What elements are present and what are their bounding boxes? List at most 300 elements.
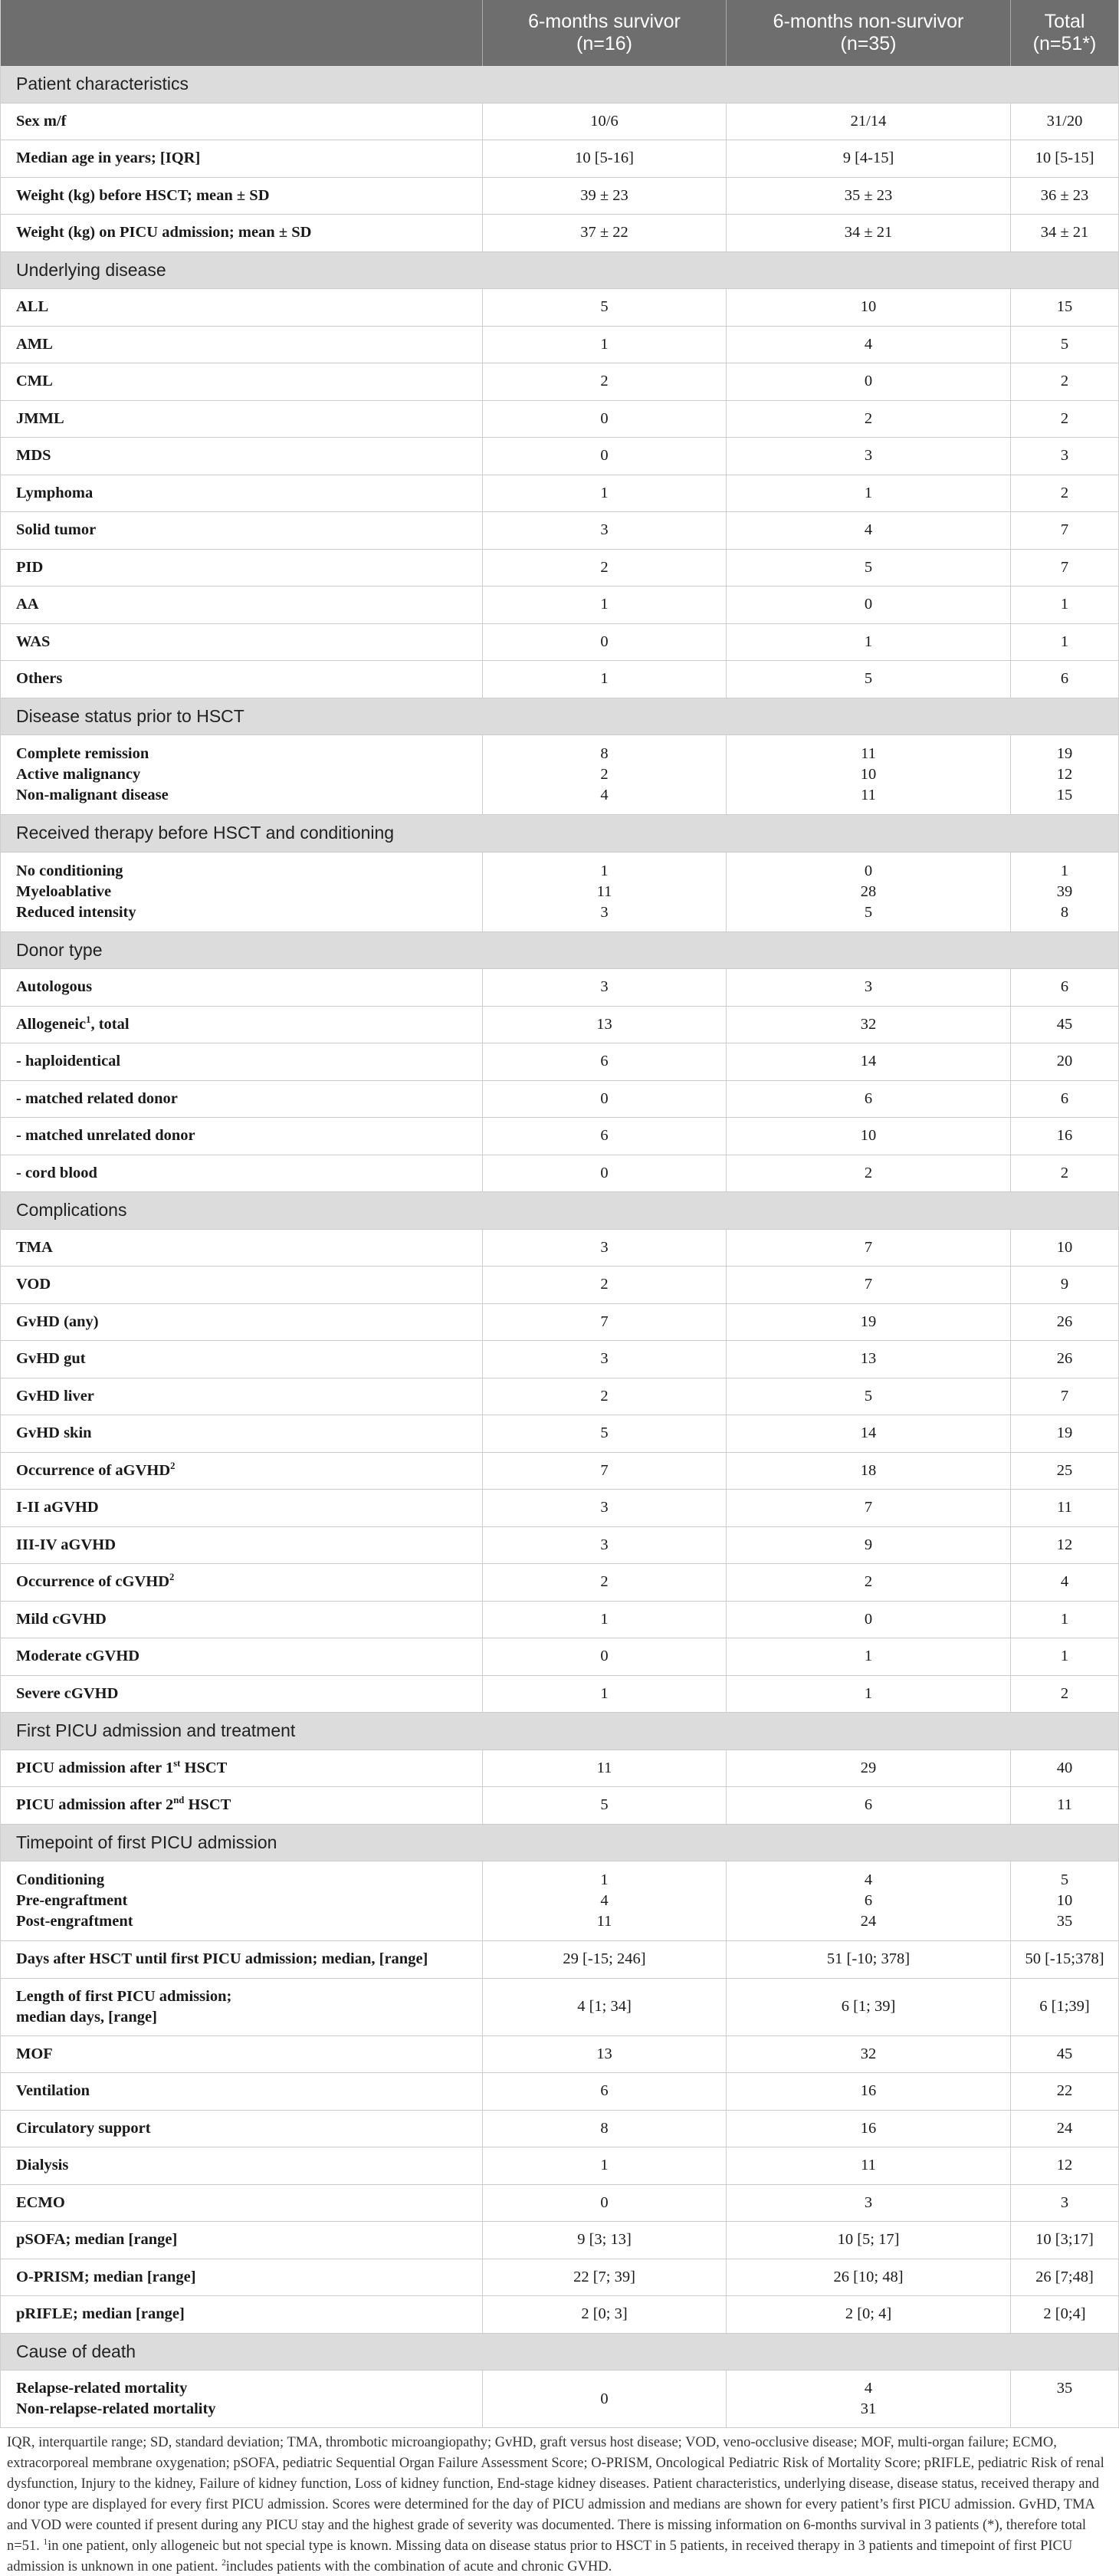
row-label: Length of first PICU admission; <box>16 1987 232 2005</box>
value-cell-survivor <box>482 2147 726 2184</box>
value-cell-non-survivor <box>726 735 1010 814</box>
row-label <box>16 632 50 652</box>
section-header <box>1 1825 1118 1862</box>
row-label-cell <box>1 1787 482 1824</box>
value-cell-survivor <box>482 1490 726 1526</box>
value-cell-total <box>1010 1118 1118 1155</box>
value-non-survivor: 5 <box>864 558 873 576</box>
row-label-text: AA <box>16 596 39 613</box>
value-cell-non-survivor <box>726 1490 1010 1526</box>
table-row <box>1 1304 1118 1342</box>
value-cell-non-survivor <box>726 853 1010 932</box>
row-label-cell <box>1 2296 482 2333</box>
row-label: Post-engraftment <box>16 1913 133 1930</box>
value-cell-total <box>1010 140 1118 177</box>
row-label-text: Occurrence of cGVHD <box>16 1573 169 1591</box>
value-cell-non-survivor <box>726 1230 1010 1267</box>
value-cell-total <box>1010 2111 1118 2147</box>
value-non-survivor: 9 <box>864 1536 873 1553</box>
value-cell-survivor <box>482 475 726 512</box>
table-row <box>1 215 1118 252</box>
value-survivor: 0 <box>600 409 609 427</box>
row-label-text: Lymphoma <box>16 484 94 501</box>
value-cell-survivor <box>482 1043 726 1080</box>
value-cell-non-survivor <box>726 1341 1010 1378</box>
row-label: Pre-engraftment <box>16 1892 128 1909</box>
table-row <box>1 1155 1118 1193</box>
row-label-text: Occurrence of aGVHD <box>16 1461 171 1479</box>
value-non-survivor: 10 <box>860 298 877 316</box>
value-total: 5 <box>1060 1871 1069 1888</box>
value-cell-survivor <box>482 661 726 698</box>
row-label-cell <box>1 1564 482 1601</box>
value-cell-total <box>1010 550 1118 586</box>
value-cell-non-survivor <box>726 178 1010 215</box>
value-survivor: 1 <box>600 1871 609 1888</box>
value-total: 5 <box>1060 335 1069 353</box>
value-cell-survivor <box>482 512 726 549</box>
value-survivor: 10 [5-16] <box>575 150 634 167</box>
value-survivor: 1 <box>600 670 609 688</box>
table-row <box>1 1118 1118 1155</box>
row-label-cell <box>1 2036 482 2073</box>
value-survivor: 0 <box>600 1164 609 1181</box>
value-total: 24 <box>1056 2119 1073 2137</box>
value-total: 1 <box>1060 632 1069 650</box>
value-cell-survivor <box>482 1118 726 1155</box>
row-label-text: III-IV aGVHD <box>16 1536 116 1553</box>
value-non-survivor: 13 <box>860 1350 877 1368</box>
value-cell-survivor <box>482 853 726 932</box>
row-label <box>16 297 48 317</box>
table-row <box>1 735 1118 815</box>
table-row <box>1 438 1118 475</box>
table-row <box>1 289 1118 327</box>
value-survivor: 1 <box>600 484 609 501</box>
value-total: 45 <box>1056 1015 1073 1033</box>
header-cell-non-survivor <box>726 0 1010 66</box>
value-cell-total <box>1010 624 1118 661</box>
table-row <box>1 1378 1118 1416</box>
value-non-survivor: 4 <box>864 335 873 353</box>
value-cell-total <box>1010 1155 1118 1192</box>
value-cell-total <box>1010 2371 1118 2427</box>
value-non-survivor: 1 <box>864 632 873 650</box>
value-cell-non-survivor <box>726 2111 1010 2147</box>
value-cell-total <box>1010 2296 1118 2333</box>
value-cell-survivor <box>482 2259 726 2296</box>
section-title: Donor type <box>16 939 103 960</box>
value-spacer <box>1062 2399 1066 2420</box>
row-label: Conditioning <box>16 1871 105 1888</box>
value-cell-non-survivor <box>726 1787 1010 1824</box>
section-header <box>1 1192 1118 1230</box>
value-cell-non-survivor <box>726 438 1010 475</box>
table-row <box>1 586 1118 624</box>
table-row <box>1 550 1118 587</box>
value-survivor: 4 [1; 34] <box>577 1998 632 2015</box>
row-label-cell <box>1 2073 482 2110</box>
row-label <box>16 1646 139 1667</box>
row-label <box>16 2304 185 2325</box>
table-row <box>1 363 1118 401</box>
value-non-survivor: 2 <box>864 1164 873 1181</box>
table-row <box>1 1415 1118 1453</box>
row-label-cell <box>1 1415 482 1452</box>
value-non-survivor: 3 <box>864 447 873 465</box>
table-row <box>1 2147 1118 2185</box>
value-cell-survivor <box>482 2036 726 2073</box>
value-non-survivor: 9 [4-15] <box>842 150 894 167</box>
row-label-cell <box>1 2259 482 2296</box>
row-label-text: Days after HSCT until first PICU admission; median, [range] <box>16 1950 428 1968</box>
row-label <box>16 483 93 504</box>
value-survivor: 0 <box>600 1089 609 1107</box>
row-label-cell <box>1 1007 482 1043</box>
row-label-cell <box>1 1490 482 1526</box>
table-row <box>1 1941 1118 1979</box>
header-total-count: (n=51*) <box>1032 33 1097 54</box>
value-cell-survivor <box>482 363 726 400</box>
value-cell-non-survivor <box>726 1155 1010 1192</box>
value-cell-survivor <box>482 1453 726 1490</box>
row-label <box>16 1497 99 1518</box>
value-survivor: 3 <box>600 1238 609 1256</box>
value-non-survivor: 7 <box>864 1238 873 1256</box>
value-survivor: 2 <box>600 558 609 576</box>
value-cell-non-survivor <box>726 2036 1010 2073</box>
row-label: Complete remission <box>16 745 149 762</box>
row-label <box>16 186 270 206</box>
value-non-survivor: 11 <box>861 2157 876 2174</box>
row-label-text: Moderate cGVHD <box>16 1648 140 1665</box>
row-label <box>16 2229 177 2250</box>
row-label-text: PICU admission after 1 <box>16 1759 174 1776</box>
value-cell-total <box>1010 1453 1118 1490</box>
section-title: First PICU admission and treatment <box>16 1720 296 1741</box>
value-total: 10 <box>1056 1892 1073 1909</box>
table-row <box>1 2185 1118 2223</box>
value-cell-total <box>1010 1043 1118 1080</box>
footnote-text: IQR, interquartile range; SD, standard deviation; TMA, thrombotic microangiopathy; GvHD, graft versus host disease; VOD, veno-occlusive disease; MOF, multi-organ failure; ECMO, extracorporeal membrane oxygenation; pSOFA, pediatric Sequential Organ Failure Assessment Score; O-PRISM, Oncological Pediatric Risk of Mortality Score; pRIFLE, pediatric Risk of renal dysfunction, Injury to the kidney, Failure of kidney function, Loss of kidney function, End-stage kidney diseases. Patient characteristics, underlying disease, disease status, received therapy and donor type are displayed for every first PICU admission. Scores were determined for the day of PICU admission and medians are shown for every patient’s first PICU admission. GvHD, TMA and VOD were counted if present during any PICU stay and the highest grade of severity was documented. There is missing information on 6-months survival in 3 patients (*), therefore total n=51. <box>7 2435 1104 2554</box>
value-cell-survivor <box>482 438 726 475</box>
table-row <box>1 1230 1118 1267</box>
table-row <box>1 1861 1118 1941</box>
row-label-text: PID <box>16 558 44 576</box>
value-survivor: 2 <box>600 1387 609 1405</box>
value-cell-survivor <box>482 1081 726 1118</box>
value-total: 4 <box>1060 1573 1069 1591</box>
value-non-survivor: 1 <box>864 1684 873 1702</box>
row-label <box>16 445 51 466</box>
table-row <box>1 661 1118 698</box>
value-total: 35 <box>1056 1913 1073 1930</box>
value-cell-survivor <box>482 1564 726 1601</box>
value-cell-non-survivor <box>726 1750 1010 1787</box>
value-cell-non-survivor <box>726 1267 1010 1303</box>
row-label-cell <box>1 2185 482 2222</box>
value-non-survivor: 6 [1; 39] <box>841 1998 896 2015</box>
row-label-cell <box>1 2222 482 2259</box>
value-total: 12 <box>1056 2157 1073 2174</box>
value-cell-non-survivor <box>726 1979 1010 2036</box>
value-total: 12 <box>1056 1536 1073 1553</box>
table-row <box>1 1453 1118 1490</box>
value-total: 31/20 <box>1046 112 1083 130</box>
row-label-text: Circulatory support <box>16 2119 151 2137</box>
value-total: 7 <box>1060 558 1069 576</box>
value-survivor: 11 <box>596 1913 612 1930</box>
table-row <box>1 1043 1118 1081</box>
table-row <box>1 1750 1118 1788</box>
value-cell-non-survivor <box>726 2259 1010 2296</box>
value-survivor: 5 <box>600 1424 609 1442</box>
row-label: median days, [range] <box>16 2008 157 2026</box>
row-label-text: - matched related donor <box>16 1089 178 1107</box>
value-non-survivor: 32 <box>860 1015 877 1033</box>
table-header <box>1 0 1118 66</box>
row-label <box>16 1460 176 1481</box>
footnote-superscript: nd <box>173 1795 185 1806</box>
value-non-survivor: 18 <box>860 1461 877 1479</box>
row-label <box>16 1237 53 1258</box>
value-total: 25 <box>1056 1461 1073 1479</box>
value-cell-total <box>1010 853 1118 932</box>
value-non-survivor: 3 <box>864 978 873 996</box>
value-cell-survivor <box>482 1941 726 1978</box>
row-label-cell <box>1 475 482 512</box>
value-survivor: 5 <box>600 298 609 316</box>
row-label <box>16 1572 174 1592</box>
value-cell-survivor <box>482 1602 726 1638</box>
value-survivor: 3 <box>600 978 609 996</box>
row-label-cell <box>1 1155 482 1192</box>
table-row <box>1 178 1118 215</box>
row-label-cell <box>1 1081 482 1118</box>
row-label-text: - cord blood <box>16 1164 97 1181</box>
value-total: 36 ± 23 <box>1040 186 1089 204</box>
row-label-cell <box>1 1861 482 1940</box>
value-cell-non-survivor <box>726 1118 1010 1155</box>
table-row <box>1 2036 1118 2074</box>
value-total: 6 <box>1060 978 1069 996</box>
value-survivor: 5 <box>600 1796 609 1814</box>
value-cell-non-survivor <box>726 140 1010 177</box>
value-cell-non-survivor <box>726 1081 1010 1118</box>
table-row <box>1 1676 1118 1714</box>
value-cell-survivor <box>482 289 726 326</box>
footnote-text: in one patient, only allogeneic but not special type is known. Missing data on disease status prior to HSCT in 5 patients, in received therapy in 3 patients and timepoint of first PICU admission is unknown in one patient. <box>7 2538 1073 2574</box>
row-label <box>16 1423 92 1444</box>
value-total: 40 <box>1056 1759 1073 1776</box>
row-label <box>16 334 53 355</box>
table-row <box>1 1602 1118 1639</box>
row-label-cell <box>1 104 482 140</box>
section-title: Underlying disease <box>16 259 166 280</box>
value-total: 2 <box>1060 1684 1069 1702</box>
table-row <box>1 1979 1118 2036</box>
table-row <box>1 401 1118 439</box>
row-label <box>16 2193 65 2213</box>
value-cell-non-survivor <box>726 2073 1010 2110</box>
row-label <box>16 1386 94 1407</box>
value-non-survivor: 16 <box>860 2082 877 2100</box>
row-label-text: GvHD gut <box>16 1350 86 1368</box>
value-non-survivor: 21/14 <box>850 112 887 130</box>
row-label-cell <box>1 140 482 177</box>
value-survivor: 3 <box>600 1350 609 1368</box>
footnote-superscript: 2 <box>169 1572 175 1583</box>
table-row <box>1 512 1118 550</box>
value-cell-survivor <box>482 2073 726 2110</box>
section-header <box>1 932 1118 970</box>
row-label-cell <box>1 178 482 215</box>
row-label <box>16 1274 51 1295</box>
value-cell-survivor <box>482 2296 726 2333</box>
row-label-cell <box>1 1602 482 1638</box>
value-cell-total <box>1010 1415 1118 1452</box>
row-label-text: WAS <box>16 632 51 650</box>
header-total-title: Total <box>1044 11 1085 32</box>
value-cell-total <box>1010 1304 1118 1341</box>
value-cell-survivor <box>482 2111 726 2147</box>
value-cell-total <box>1010 104 1118 140</box>
value-cell-non-survivor <box>726 1378 1010 1415</box>
value-cell-total <box>1010 2036 1118 2073</box>
value-cell-total <box>1010 512 1118 549</box>
value-non-survivor: 5 <box>864 670 873 688</box>
value-cell-survivor <box>482 624 726 661</box>
value-cell-non-survivor <box>726 1861 1010 1940</box>
row-label-text: Weight (kg) on PICU admission; mean ± SD <box>16 224 312 242</box>
value-cell-total <box>1010 178 1118 215</box>
row-label-text: Sex m/f <box>16 112 67 130</box>
section-title: Complications <box>16 1200 127 1221</box>
row-label-cell <box>1 1118 482 1155</box>
section-title: Disease status prior to HSCT <box>16 705 244 726</box>
value-survivor: 2 <box>600 1276 609 1293</box>
row-label: Reduced intensity <box>16 903 136 921</box>
value-total: 3 <box>1060 2193 1069 2211</box>
value-cell-non-survivor <box>726 1564 1010 1601</box>
value-cell-total <box>1010 363 1118 400</box>
section-header <box>1 815 1118 853</box>
value-survivor: 6 <box>600 1127 609 1145</box>
value-cell-total <box>1010 1638 1118 1675</box>
value-survivor: 7 <box>600 1461 609 1479</box>
table-row <box>1 2222 1118 2259</box>
row-label <box>16 1014 130 1035</box>
table-row <box>1 1007 1118 1044</box>
value-non-survivor: 1 <box>864 484 873 501</box>
row-label-text: O-PRISM; median [range] <box>16 2268 196 2285</box>
value-cell-non-survivor <box>726 624 1010 661</box>
value-survivor: 4 <box>600 787 609 803</box>
value-survivor: 29 [-15; 246] <box>563 1950 646 1968</box>
row-label <box>16 669 62 689</box>
value-non-survivor: 6 <box>864 1089 873 1107</box>
value-survivor: 8 <box>600 2119 609 2137</box>
value-cell-non-survivor <box>726 2222 1010 2259</box>
value-total: 26 <box>1056 1313 1073 1330</box>
value-cell-total <box>1010 1750 1118 1787</box>
value-cell-total <box>1010 401 1118 438</box>
value-non-survivor: 0 <box>864 373 873 390</box>
value-survivor: 11 <box>596 882 612 900</box>
value-cell-total <box>1010 1602 1118 1638</box>
row-label-cell <box>1 2111 482 2147</box>
value-non-survivor: 19 <box>860 1313 877 1330</box>
value-total: 34 ± 21 <box>1040 224 1089 242</box>
row-label <box>16 2118 151 2139</box>
value-total: 16 <box>1056 1127 1073 1145</box>
value-survivor: 0 <box>600 632 609 650</box>
value-non-survivor: 10 <box>860 766 877 783</box>
value-cell-survivor <box>482 327 726 363</box>
row-label-cell <box>1 1750 482 1787</box>
row-label-cell <box>1 363 482 400</box>
value-cell-total <box>1010 1979 1118 2036</box>
value-total: 22 <box>1056 2082 1073 2100</box>
row-label-cell <box>1 438 482 475</box>
value-total: 2 <box>1060 373 1069 390</box>
value-cell-non-survivor <box>726 289 1010 326</box>
value-survivor: 8 <box>600 745 609 762</box>
value-cell-non-survivor <box>726 327 1010 363</box>
row-label <box>16 557 43 578</box>
value-non-survivor: 32 <box>860 2045 877 2062</box>
value-cell-survivor <box>482 178 726 215</box>
row-label <box>16 1089 178 1109</box>
value-cell-survivor <box>482 2371 726 2427</box>
value-survivor: 3 <box>600 521 609 539</box>
value-total: 2 <box>1060 484 1069 501</box>
row-label-cell <box>1 1304 482 1341</box>
value-non-survivor: 10 [5; 17] <box>837 2231 900 2249</box>
value-cell-total <box>1010 215 1118 251</box>
value-cell-non-survivor <box>726 1527 1010 1564</box>
row-label: Active malignancy <box>16 766 141 783</box>
table-row <box>1 2296 1118 2334</box>
value-total: 1 <box>1060 1648 1069 1665</box>
value-non-survivor: 24 <box>860 1913 877 1930</box>
value-cell-non-survivor <box>726 401 1010 438</box>
row-label-cell <box>1 1453 482 1490</box>
value-non-survivor: 16 <box>860 2119 877 2137</box>
row-label <box>16 111 66 132</box>
section-title: Patient characteristics <box>16 74 189 94</box>
row-label-cell <box>1 1043 482 1080</box>
value-total: 7 <box>1060 521 1069 539</box>
row-label-cell <box>1 853 482 932</box>
value-total: 45 <box>1056 2045 1073 2062</box>
value-non-survivor: 10 <box>860 1127 877 1145</box>
row-label <box>16 409 64 429</box>
value-cell-survivor <box>482 1527 726 1564</box>
value-cell-total <box>1010 1490 1118 1526</box>
value-survivor: 3 <box>600 903 609 921</box>
value-non-survivor: 4 <box>864 2380 873 2397</box>
row-label <box>16 2155 68 2176</box>
value-non-survivor: 11 <box>861 745 876 762</box>
row-label-cell <box>1 401 482 438</box>
value-cell-survivor <box>482 550 726 586</box>
value-cell-total <box>1010 1941 1118 1978</box>
value-cell-non-survivor <box>726 215 1010 251</box>
row-label: Non-malignant disease <box>16 787 169 803</box>
value-non-survivor: 11 <box>861 787 876 803</box>
value-cell-survivor <box>482 215 726 251</box>
